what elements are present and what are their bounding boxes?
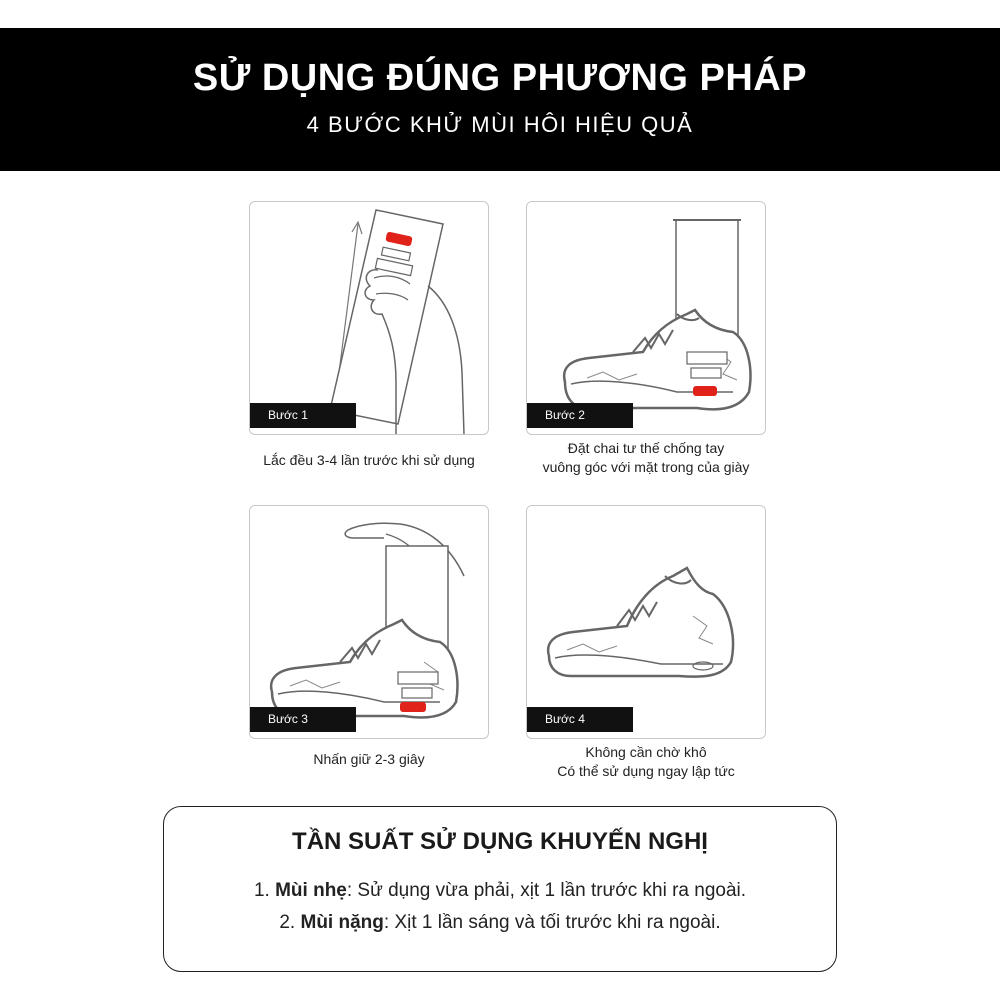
shake-bottle-illustration: [250, 202, 489, 435]
step-4-caption: Không cần chờ khô Có thể sử dụng ngay lập tức: [557, 744, 735, 779]
step-1-caption: Lắc đều 3-4 lần trước khi sử dụng: [263, 452, 475, 468]
frequency-item-2: 2. Mùi nặng: Xịt 1 lần sáng và tối trước khi ra ngoài.: [279, 912, 721, 933]
frequency-item-1: 1. Mùi nhẹ: Sử dụng vừa phải, xịt 1 lần trước khi ra ngoài.: [253, 880, 747, 901]
step-2-card: [526, 201, 766, 435]
step-1-badge: Bước 1: [250, 403, 356, 428]
step-3-card: [249, 505, 489, 739]
step-4-badge: Bước 4: [527, 707, 633, 732]
frequency-title: TẦN SUẤT SỬ DỤNG KHUYẾN NGHỊ: [292, 828, 708, 855]
header-banner: [0, 28, 1000, 171]
ready-shoe-illustration: [527, 506, 766, 739]
page-title: SỬ DỤNG ĐÚNG PHƯƠNG PHÁP: [192, 57, 808, 99]
press-spray-illustration: [250, 506, 489, 739]
step-2-caption: Đặt chai tư thế chống tay vuông góc với mặt trong của giày: [542, 440, 750, 475]
step-2-badge: Bước 2: [527, 403, 633, 428]
step-1-card: [249, 201, 489, 435]
page-subtitle: 4 BƯỚC KHỬ MÙI HÔI HIỆU QUẢ: [306, 112, 694, 137]
step-4-card: [526, 505, 766, 739]
step-3-caption: Nhấn giữ 2-3 giây: [313, 751, 425, 767]
frequency-box: [163, 806, 837, 972]
bottle-in-shoe-illustration: [527, 202, 766, 435]
step-3-badge: Bước 3: [250, 707, 356, 732]
